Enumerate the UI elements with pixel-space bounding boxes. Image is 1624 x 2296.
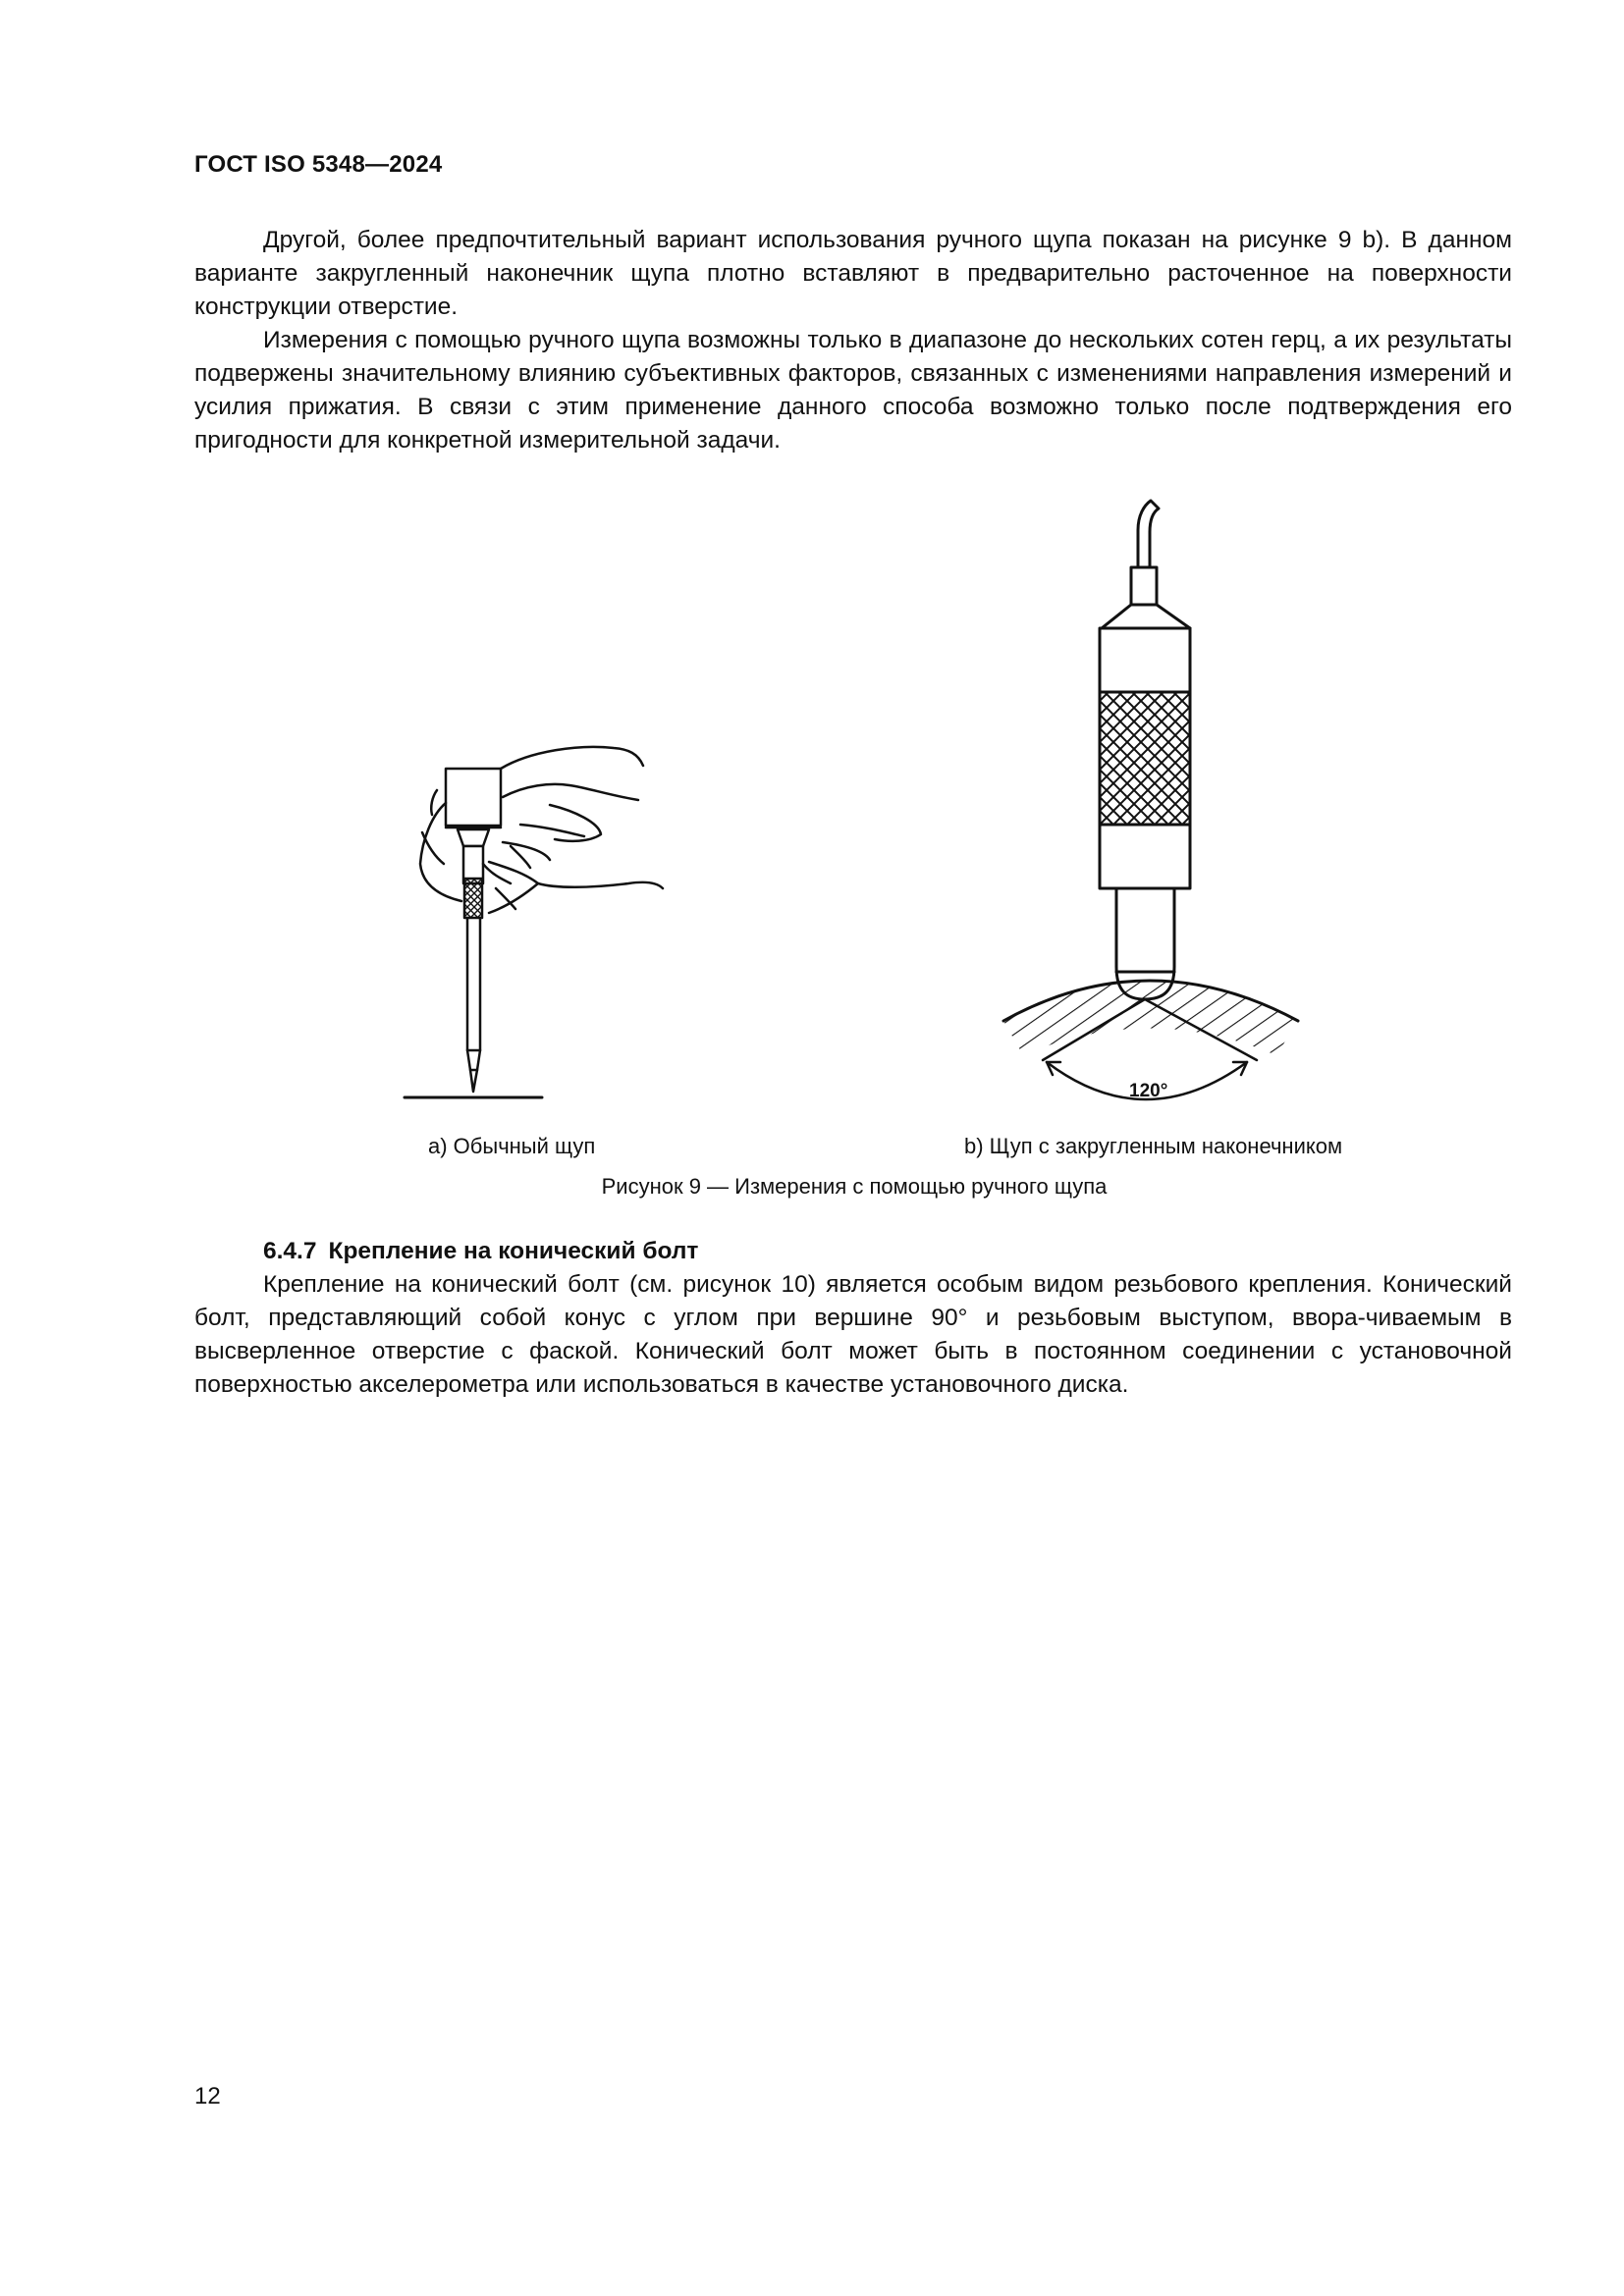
ordinary-probe-drawing [405, 747, 663, 1097]
section-paragraph: Крепление на конический болт (см. рисунок 10) является особым видом резьбового крепления. Конический болт, представляющий собой конус с углом при вершине 90° и резьбовым выступом, ввора-чиваемым в высверленное отверстие с фаской. Конический болт может быть в постоянном соединении с установочной поверхностью акселерометра или использоваться в качестве установочного диска. [194, 1271, 1512, 1398]
section-text [194, 1268, 1512, 1402]
section-heading [263, 1235, 710, 1268]
subcaption-b: b) Щуп с закругленным наконечником [964, 1134, 1343, 1158]
paragraph-2: Измерения с помощью ручного щупа возможны только в диапазоне до нескольких сотен герц, а их результаты подвержены значительному влиянию субъективных факторов, связанных с изменениями направления измерений и усилия прижатия. В связи с этим применение данного способа возможно только после подтверждения его пригодности для конкретной измерительной задачи. [194, 327, 1512, 454]
section-number: 6.4.7 [263, 1238, 317, 1264]
paragraph-1: Другой, более предпочтительный вариант использования ручного щупа показан на рисунке 9 b). В данном варианте закругленный наконечник щупа плотно вставляют в предварительно расточенное на поверхности конструкции отверстие. [194, 227, 1512, 320]
document-header: ГОСТ ISO 5348—2024 [194, 151, 443, 178]
figure-title: Рисунок 9 — Измерения с помощью ручного щупа [601, 1174, 1108, 1199]
page-number: 12 [194, 2083, 221, 2109]
section-title: Крепление на конический болт [328, 1238, 699, 1264]
subcaption-a: а) Обычный щуп [428, 1134, 596, 1158]
angle-label: 120° [1129, 1081, 1168, 1101]
rounded-tip-probe-drawing [982, 501, 1316, 1099]
figure-9-illustration [0, 0, 1624, 1129]
